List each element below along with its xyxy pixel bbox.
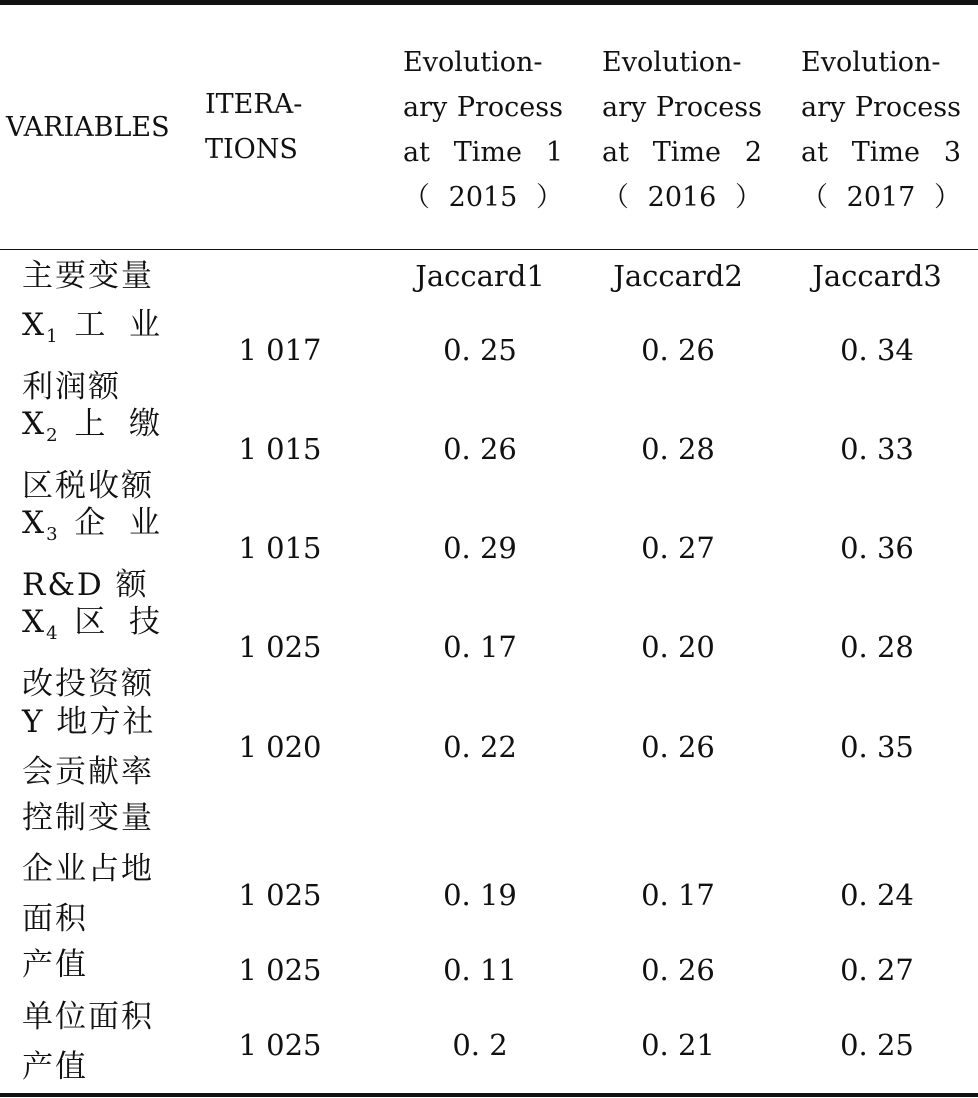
time-1-cell: 0. 26: [443, 431, 517, 466]
time-1-cell: 0. 17: [443, 630, 517, 664]
time-2-cell: 0. 26: [641, 729, 715, 764]
header-time-3-line: at Time 3: [801, 137, 961, 168]
header-time-3-line: Evolution-: [801, 47, 941, 78]
time-1-cell: 0. 2: [452, 1028, 508, 1062]
time-3-cell: 0. 34: [840, 332, 914, 367]
iterations-cell: 1 015: [238, 431, 322, 466]
iterations-cell: 1 025: [238, 877, 322, 912]
iterations-cell: 1 025: [238, 630, 322, 664]
variable-symbol: X: [22, 406, 47, 442]
time-1-cell: 0. 19: [443, 877, 517, 912]
time-3-cell: [797, 796, 957, 844]
table-row: [0, 945, 978, 995]
variable-name: [22, 992, 162, 1092]
iterations-cell: 1 015: [238, 530, 322, 565]
header-time-2-line: at Time 2: [602, 137, 762, 168]
variable-label: 企 业: [74, 505, 162, 541]
table-row: [0, 399, 978, 504]
variable-name: [22, 300, 162, 412]
header-iterations-line: TIONS: [205, 134, 298, 165]
header-time-2: [602, 40, 762, 220]
time-3-cell: 0. 28: [840, 630, 914, 664]
table-row: [0, 844, 978, 945]
variable-name: [22, 399, 162, 511]
variable-name: [22, 251, 162, 301]
variable-name-line: 单位面积: [22, 999, 154, 1035]
time-3-cell: 0. 24: [840, 877, 914, 912]
table-row: [0, 796, 978, 844]
time-1-cell: 0. 22: [443, 729, 517, 764]
time-2-cell: 0. 21: [641, 1028, 715, 1062]
iterations-cell: 1 017: [238, 332, 322, 367]
variable-name-line: 区税收额: [22, 468, 154, 504]
header-iterations-line: ITERA-: [205, 89, 303, 120]
header-variables: VARIABLES: [6, 112, 170, 143]
variable-name-line: 控制变量: [22, 800, 154, 836]
variable-name-line: 改投资额: [22, 666, 154, 702]
variable-symbol: X: [22, 307, 47, 343]
variable-name-line: 利润额: [22, 369, 121, 405]
variable-symbol: X: [22, 604, 47, 640]
variable-label: 工 业: [74, 307, 162, 343]
header-time-2-line: Evolution-: [602, 47, 742, 78]
variable-name-line: 会贡献率: [22, 754, 154, 790]
time-1-cell: Jaccard1: [415, 259, 545, 293]
variable-name-line: 面积: [22, 901, 88, 937]
table-header-rule: [0, 249, 978, 250]
time-1-cell: 0. 25: [443, 332, 517, 367]
time-2-cell: 0. 28: [641, 431, 715, 466]
header-time-1: [403, 40, 563, 220]
variable-subscript: 1: [46, 326, 58, 347]
variable-name-line: Y 地方社: [22, 704, 156, 740]
variable-name: [22, 597, 162, 709]
variable-name: [22, 793, 162, 843]
header-time-3: [801, 40, 961, 220]
time-2-cell: Jaccard2: [613, 259, 743, 293]
time-3-cell: 0. 35: [840, 729, 914, 764]
variable-label: 区 技: [74, 604, 162, 640]
header-time-3-line: （2017）: [801, 182, 961, 213]
time-3-cell: 0. 33: [840, 431, 914, 466]
header-time-3-line: ary Process: [801, 92, 961, 123]
time-3-cell: 0. 27: [840, 953, 914, 987]
table-row: [0, 498, 978, 603]
header-time-2-line: ary Process: [602, 92, 762, 123]
variable-name-line: 产值: [22, 947, 88, 983]
variable-name: [22, 697, 162, 797]
header-time-1-line: （2015）: [403, 182, 563, 213]
header-iterations: [205, 82, 302, 172]
variable-name-line: 产值: [22, 1049, 88, 1085]
variable-name: [22, 498, 162, 610]
header-time-1-line: Evolution-: [403, 47, 543, 78]
table-row: [0, 252, 978, 300]
variable-name-line: 主要变量: [22, 258, 154, 294]
variable-symbol: X: [22, 505, 47, 541]
variable-name: [22, 844, 162, 944]
table-top-rule: [0, 0, 978, 5]
variable-name: [22, 940, 162, 990]
iterations-cell: 1 025: [238, 1028, 322, 1062]
time-1-cell: 0. 11: [443, 953, 517, 987]
header-time-2-line: （2016）: [602, 182, 762, 213]
time-2-cell: 0. 20: [641, 630, 715, 664]
table-row: [0, 300, 978, 405]
time-1-cell: 0. 29: [443, 530, 517, 565]
table-bottom-rule: [0, 1093, 978, 1097]
variable-name-line: [22, 399, 162, 461]
variable-name-line: 企业占地: [22, 851, 154, 887]
variable-subscript: 4: [46, 623, 58, 644]
table-body: [0, 252, 978, 1095]
table-row: [0, 597, 978, 702]
header-time-1-line: at Time 1: [403, 137, 563, 168]
variable-subscript: 3: [46, 524, 58, 545]
variable-name-line: [22, 498, 162, 560]
iterations-cell: [205, 252, 355, 300]
table-row: [0, 697, 978, 796]
variable-name-line: R&D 额: [22, 567, 149, 603]
time-3-cell: Jaccard3: [812, 259, 942, 293]
time-2-cell: 0. 17: [641, 877, 715, 912]
time-3-cell: 0. 25: [840, 1028, 914, 1062]
table-row: [0, 995, 978, 1095]
iterations-cell: 1 025: [238, 953, 322, 987]
iterations-cell: 1 020: [238, 729, 322, 764]
time-2-cell: 0. 27: [641, 530, 715, 565]
time-1-cell: [400, 796, 560, 844]
variable-name-line: [22, 300, 162, 362]
iterations-cell: [205, 796, 355, 844]
variable-subscript: 2: [46, 425, 58, 446]
time-2-cell: 0. 26: [641, 332, 715, 367]
time-3-cell: 0. 36: [840, 530, 914, 565]
time-2-cell: 0. 26: [641, 953, 715, 987]
variable-name-line: [22, 597, 162, 659]
variable-label: 上 缴: [74, 406, 162, 442]
time-2-cell: [598, 796, 758, 844]
header-time-1-line: ary Process: [403, 92, 563, 123]
